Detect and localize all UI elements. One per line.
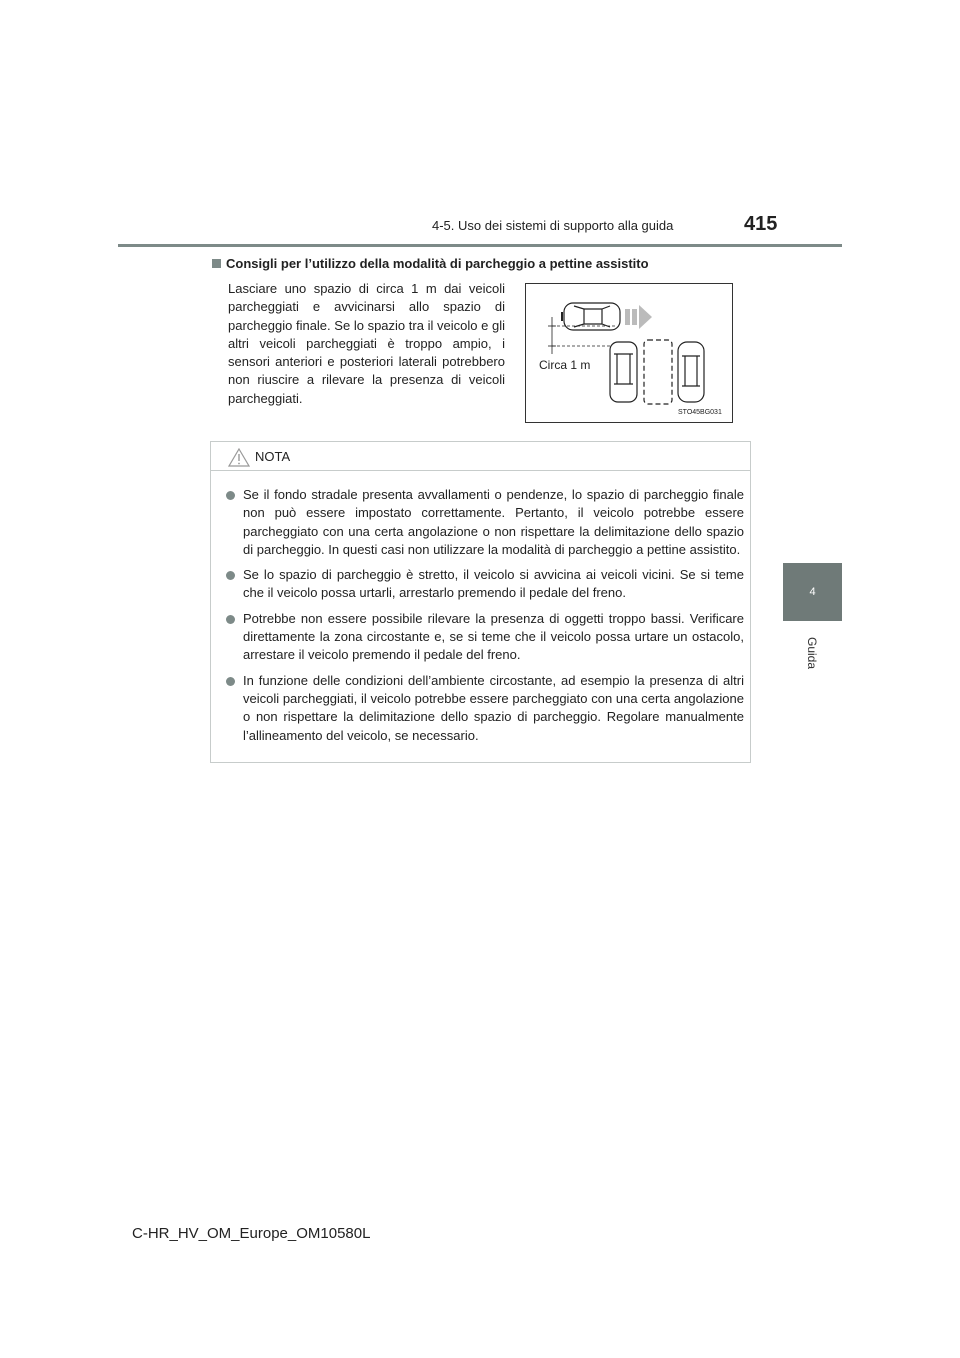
page-number: 415	[744, 213, 778, 235]
section-heading-text: Consigli per l’utilizzo della modalità di parcheggio a pettine assistito	[226, 256, 649, 271]
nota-item-text: In funzione delle condizioni dell’ambiente circostante, ad esempio la presenza di altri veicoli parcheggiati, il veicolo potrebbe essere parcheggiato con una certa angolazione o non rispettare la delimitazione dello spazio di parcheggio. Regolare manualmente l’allineamento del veicolo, se necessario.	[243, 672, 744, 743]
nota-title: NOTA	[255, 449, 291, 464]
nota-box	[210, 441, 751, 763]
chapter-tab: 4	[783, 563, 842, 621]
nota-item-text: Potrebbe non essere possibile rilevare la presenza di oggetti troppo bassi. Verificare direttamente la zona circostante e, se si teme che il veicolo possa urtare un ostacolo, arrestare il veicolo premendo il pedale del freno.	[243, 610, 744, 663]
nota-list	[225, 486, 744, 752]
parked-car-right-icon	[678, 342, 704, 402]
section-heading	[212, 256, 649, 271]
square-bullet-icon	[212, 259, 221, 268]
footer-document-code: C-HR_HV_OM_Europe_OM10580L	[132, 1225, 371, 1242]
round-bullet-icon	[226, 491, 235, 500]
target-parking-space	[644, 340, 672, 404]
nota-item	[225, 566, 744, 603]
nota-item	[225, 672, 744, 745]
warning-triangle-icon	[228, 448, 250, 467]
round-bullet-icon	[226, 615, 235, 624]
chapter-label-text: Guida	[805, 636, 819, 670]
round-bullet-icon	[226, 677, 235, 686]
parked-car-left-icon	[610, 342, 637, 402]
nota-item	[225, 486, 744, 559]
nota-item	[225, 610, 744, 665]
header-rule	[118, 244, 842, 247]
nota-item-text: Se il fondo stradale presenta avvallamenti o pendenze, lo spazio di parcheggio finale non può essere impostato correttamente. Pertanto, il veicolo potrebbe essere parcheggiato con una certa angolazione o non rispettare la delimitazione dello spazio di parcheggio. In questi casi non utilizzare la modalità di parcheggio a pettine assistito.	[243, 487, 744, 557]
parking-diagram	[526, 284, 732, 422]
chapter-label	[790, 628, 834, 678]
intro-paragraph: Lasciare uno spazio di circa 1 m dai veicoli parcheggiati e avvicinarsi allo spazio di parcheggio finale. Se lo spazio tra il veicolo e gli altri veicoli parcheggiati è troppo ampio, i sensori anteriori e posteriori laterali potrebbero non riuscire a rilevare la presenza di veicoli parcheggiati.	[228, 281, 505, 406]
direction-arrow-icon	[625, 305, 652, 329]
round-bullet-icon	[226, 571, 235, 580]
distance-label: Circa 1 m	[539, 358, 591, 372]
nota-item-text: Se lo spazio di parcheggio è stretto, il veicolo si avvicina ai veicoli vicini. Se si teme che il veicolo possa urtarli, arrestarlo premendo il pedale del freno.	[243, 567, 744, 601]
figure-code: STO45BG031	[678, 409, 722, 416]
moving-car-icon	[562, 303, 620, 330]
header-section-title: 4-5. Uso dei sistemi di supporto alla guida	[432, 218, 674, 233]
parking-figure	[525, 283, 733, 423]
nota-header	[211, 442, 750, 471]
